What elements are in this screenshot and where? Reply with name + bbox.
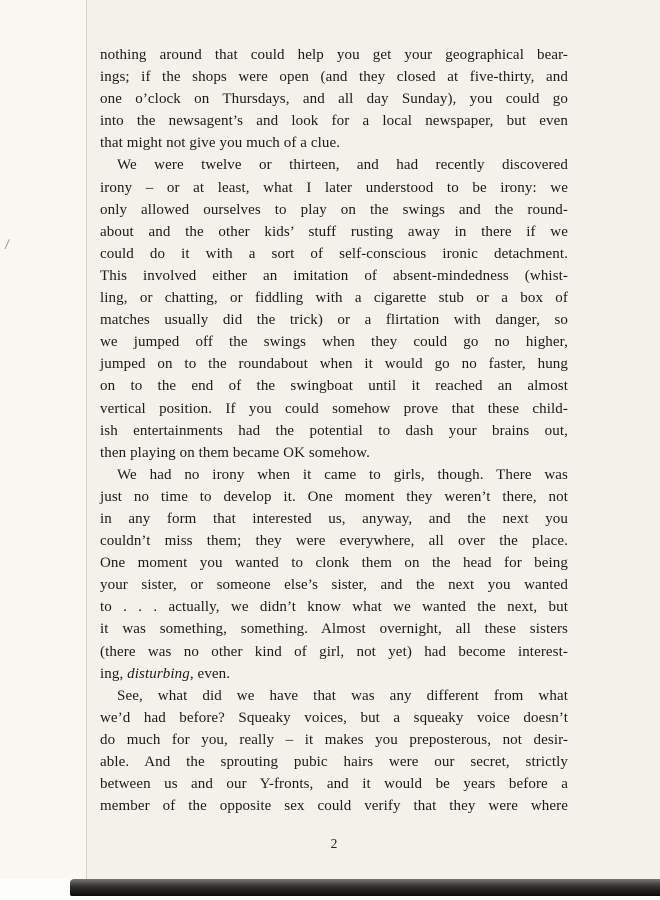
text-line bbox=[100, 442, 568, 464]
text-segment: We had no irony when it came to girls, though. There was bbox=[117, 466, 568, 483]
text-line bbox=[100, 221, 568, 243]
text-segment: One moment you wanted to clonk them on the head for being bbox=[100, 555, 568, 572]
text-line bbox=[100, 331, 568, 353]
text-segment: irony – or at least, what I later understood to be irony: we bbox=[100, 179, 568, 196]
text-line bbox=[100, 618, 568, 640]
text-segment: ing, bbox=[100, 665, 128, 682]
text-segment: between us and our Y-fronts, and it would be years before a bbox=[100, 776, 568, 793]
text-segment: couldn’t miss them; they were everywhere, all over the place. bbox=[100, 533, 568, 550]
text-line bbox=[100, 685, 568, 707]
text-segment: that might not give you much of a clue. bbox=[100, 135, 341, 152]
text-line bbox=[100, 574, 568, 596]
text-segment: to . . . actually, we didn’t know what we wanted the next, but bbox=[100, 599, 568, 616]
text-segment: (there was no other kind of girl, not yet) had become interest- bbox=[100, 643, 568, 660]
text-segment: do much for you, really – it makes you preposterous, not desir- bbox=[100, 731, 568, 748]
paragraph bbox=[100, 685, 568, 818]
text-segment: , even. bbox=[189, 665, 231, 682]
paragraph bbox=[100, 464, 568, 685]
page-edge-line bbox=[86, 0, 87, 879]
text-segment: could do it with a sort of self-conscious ironic detachment. bbox=[100, 245, 568, 262]
text-line bbox=[100, 66, 568, 88]
text-line bbox=[100, 464, 568, 486]
paragraph bbox=[100, 44, 568, 154]
text-segment: your sister, or someone else’s sister, and the next you wanted bbox=[100, 577, 568, 594]
text-line bbox=[100, 729, 568, 751]
text-line bbox=[100, 88, 568, 110]
text-segment: one o’clock on Thursdays, and all day Sunday), you could go bbox=[100, 91, 568, 108]
italic-text: disturbing bbox=[127, 665, 190, 682]
text-line bbox=[100, 154, 568, 176]
text-line bbox=[100, 265, 568, 287]
scan-bottom-shadow bbox=[70, 879, 660, 896]
text-segment: just no time to develop it. One moment they weren’t there, not bbox=[100, 488, 568, 505]
text-line bbox=[100, 707, 568, 729]
text-line bbox=[100, 508, 568, 530]
text-line bbox=[100, 420, 568, 442]
text-line bbox=[100, 353, 568, 375]
text-line bbox=[100, 132, 568, 154]
text-line bbox=[100, 530, 568, 552]
text-line bbox=[100, 751, 568, 773]
page-number: 2 bbox=[330, 836, 338, 851]
text-segment: ling, or chatting, or fiddling with a cigarette stub or a box of bbox=[100, 290, 568, 307]
text-line bbox=[100, 243, 568, 265]
text-line bbox=[100, 375, 568, 397]
text-segment: only allowed ourselves to play on the swings and the round- bbox=[100, 201, 568, 218]
text-line bbox=[100, 199, 568, 221]
text-segment: vertical position. If you could somehow prove that these child- bbox=[100, 400, 568, 417]
text-line bbox=[100, 110, 568, 132]
text-segment: nothing around that could help you get your geographical bear- bbox=[100, 47, 568, 63]
text-line bbox=[100, 596, 568, 618]
text-segment: we’d had before? Squeaky voices, but a squeaky voice doesn’t bbox=[100, 709, 568, 726]
text-line bbox=[100, 795, 568, 817]
text-segment: This involved either an imitation of absent-mindedness (whist- bbox=[100, 267, 568, 284]
text-line bbox=[100, 44, 568, 66]
text-segment: on to the end of the swingboat until it reached an almost bbox=[100, 378, 568, 395]
paragraph bbox=[100, 154, 568, 463]
text-segment: We were twelve or thirteen, and had recently discovered bbox=[117, 157, 568, 174]
text-line bbox=[100, 552, 568, 574]
text-line bbox=[100, 287, 568, 309]
text-segment: ish entertainments had the potential to dash your brains out, bbox=[100, 422, 568, 439]
text-line bbox=[100, 177, 568, 199]
page-left-margin bbox=[0, 0, 86, 879]
text-block bbox=[100, 44, 568, 817]
text-line bbox=[100, 398, 568, 420]
text-segment: See, what did we have that was any different from what bbox=[117, 687, 568, 704]
text-segment: about and the other kids’ stuff rusting away in there if we bbox=[100, 223, 568, 240]
text-segment: then playing on them became OK somehow. bbox=[100, 444, 370, 461]
scan-artifact-mark: / bbox=[4, 236, 11, 254]
text-line bbox=[100, 773, 568, 795]
text-line bbox=[100, 486, 568, 508]
text-segment: matches usually did the trick) or a flirtation with danger, so bbox=[100, 312, 568, 329]
text-segment: it was something, something. Almost overnight, all these sisters bbox=[100, 621, 568, 638]
text-line bbox=[100, 309, 568, 331]
text-segment: member of the opposite sex could verify that they were where bbox=[100, 798, 568, 815]
text-segment: in any form that interested us, anyway, and the next you bbox=[100, 510, 568, 527]
text-segment: we jumped off the swings when they could go no higher, bbox=[100, 334, 568, 351]
text-segment: jumped on to the roundabout when it would go no faster, hung bbox=[100, 356, 568, 373]
text-line bbox=[100, 663, 568, 685]
text-segment: into the newsagent’s and look for a local newspaper, but even bbox=[100, 113, 568, 130]
text-segment: ings; if the shops were open (and they closed at five-thirty, and bbox=[100, 69, 568, 86]
text-line bbox=[100, 641, 568, 663]
text-segment: able. And the sprouting pubic hairs were our secret, strictly bbox=[100, 754, 568, 770]
